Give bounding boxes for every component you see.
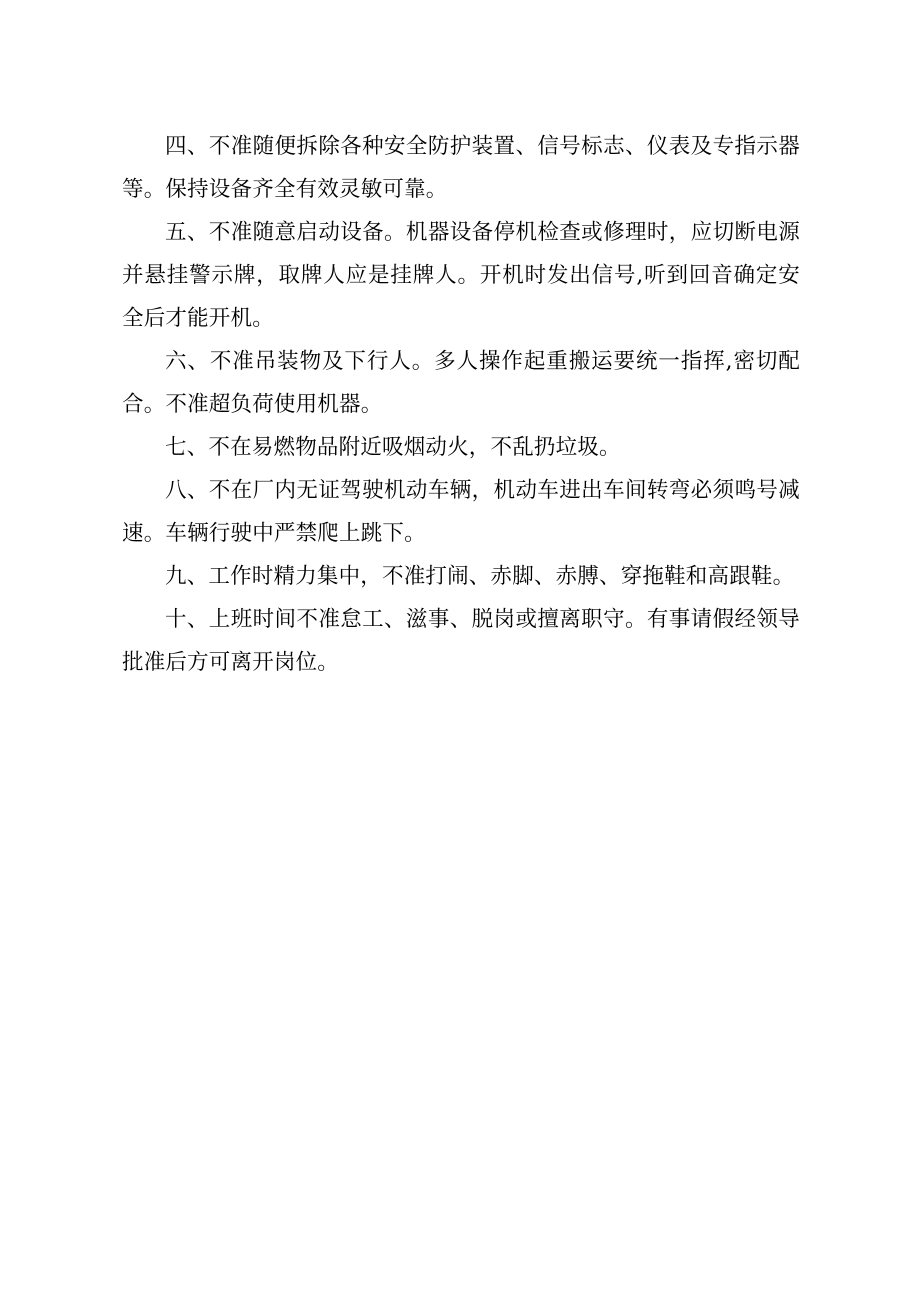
rule-paragraph-8: 八、不在厂内无证驾驶机动车辆，机动车进出车间转弯必须鸣号减速。车辆行驶中严禁爬上跳下。 (122, 478, 800, 546)
rule-paragraph-4: 四、不准随便拆除各种安全防护装置、信号标志、仪表及专指示器等。保持设备齐全有效灵敏可靠。 (122, 134, 800, 202)
document-body (122, 125, 800, 684)
rule-paragraph-10: 十、上班时间不准怠工、滋事、脱岗或擅离职守。有事请假经领导批准后方可离开岗位。 (122, 607, 800, 675)
rule-paragraph-5: 五、不准随意启动设备。机器设备停机检查或修理时，应切断电源并悬挂警示牌，取牌人应是挂牌人。开机时发出信号,听到回音确定安全后才能开机。 (122, 220, 800, 331)
rule-paragraph-6: 六、不准吊装物及下行人。多人操作起重搬运要统一指挥,密切配合。不准超负荷使用机器。 (122, 349, 800, 417)
rule-paragraph-9: 九、工作时精力集中，不准打闹、赤脚、赤膊、穿拖鞋和高跟鞋。 (165, 564, 795, 589)
rule-paragraph-7: 七、不在易燃物品附近吸烟动火，不乱扔垃圾。 (165, 435, 621, 460)
